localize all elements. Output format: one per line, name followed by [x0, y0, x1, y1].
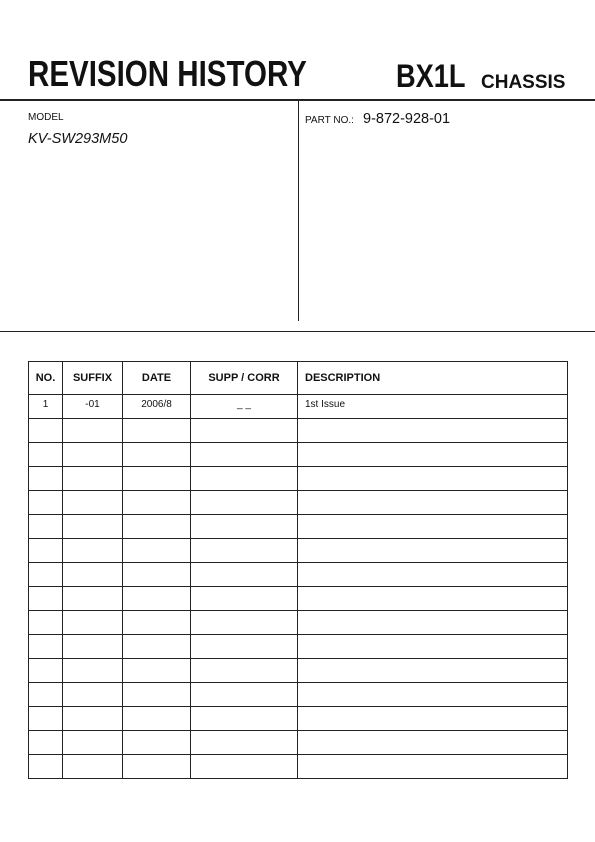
header-description: DESCRIPTION [298, 362, 568, 395]
cell-date [123, 563, 191, 587]
cell-date [123, 611, 191, 635]
cell-suffix [63, 563, 123, 587]
cell-no [29, 587, 63, 611]
cell-supp-corr [191, 563, 298, 587]
cell-no [29, 635, 63, 659]
cell-suffix [63, 635, 123, 659]
cell-supp-corr [191, 587, 298, 611]
header-date: DATE [123, 362, 191, 395]
cell-description [298, 755, 568, 779]
cell-no [29, 611, 63, 635]
cell-no [29, 731, 63, 755]
cell-suffix [63, 419, 123, 443]
cell-no [29, 419, 63, 443]
cell-supp-corr [191, 515, 298, 539]
table-row [29, 467, 568, 491]
part-number-value: 9-872-928-01 [363, 111, 451, 127]
table-row [29, 491, 568, 515]
cell-no [29, 707, 63, 731]
cell-suffix [63, 683, 123, 707]
cell-suffix [63, 659, 123, 683]
cell-description [298, 731, 568, 755]
header-suffix: SUFFIX [63, 362, 123, 395]
cell-no [29, 755, 63, 779]
cell-no [29, 659, 63, 683]
cell-date [123, 515, 191, 539]
table-row [29, 731, 568, 755]
cell-supp-corr [191, 539, 298, 563]
revision-table [28, 361, 568, 779]
table-row [29, 515, 568, 539]
table-row [29, 659, 568, 683]
table-row [29, 755, 568, 779]
table-row [29, 611, 568, 635]
cell-supp-corr [191, 419, 298, 443]
cell-suffix [63, 443, 123, 467]
cell-date [123, 587, 191, 611]
cell-supp-corr [191, 755, 298, 779]
table-row [29, 587, 568, 611]
cell-no [29, 491, 63, 515]
table-row [29, 395, 568, 419]
cell-date: 2006/8 [123, 395, 191, 419]
cell-description [298, 683, 568, 707]
table-row [29, 707, 568, 731]
cell-description [298, 587, 568, 611]
cell-date [123, 491, 191, 515]
cell-description: 1st Issue [298, 395, 568, 419]
cell-supp-corr [191, 707, 298, 731]
cell-date [123, 635, 191, 659]
cell-suffix [63, 731, 123, 755]
cell-date [123, 755, 191, 779]
header-no: NO. [29, 362, 63, 395]
table-body [29, 395, 568, 779]
cell-description [298, 443, 568, 467]
cell-description [298, 419, 568, 443]
cell-supp-corr [191, 443, 298, 467]
header-supp-corr: SUPP / CORR [191, 362, 298, 395]
model-value: KV-SW293M50 [28, 131, 128, 147]
cell-description [298, 563, 568, 587]
table-row [29, 443, 568, 467]
model-label: MODEL [28, 112, 64, 123]
cell-suffix [63, 491, 123, 515]
cell-supp-corr: _ _ [191, 395, 298, 419]
cell-description [298, 491, 568, 515]
cell-no: 1 [29, 395, 63, 419]
cell-suffix [63, 707, 123, 731]
cell-no [29, 515, 63, 539]
table-row [29, 419, 568, 443]
cell-date [123, 419, 191, 443]
table-row [29, 563, 568, 587]
table-header-row [29, 362, 568, 395]
cell-supp-corr [191, 659, 298, 683]
cell-description [298, 515, 568, 539]
cell-suffix [63, 515, 123, 539]
table-row [29, 635, 568, 659]
cell-supp-corr [191, 611, 298, 635]
table-row [29, 539, 568, 563]
cell-suffix [63, 611, 123, 635]
part-number-label: PART NO.: [305, 115, 354, 126]
cell-supp-corr [191, 683, 298, 707]
cell-no [29, 467, 63, 491]
cell-supp-corr [191, 731, 298, 755]
cell-no [29, 539, 63, 563]
cell-suffix [63, 587, 123, 611]
cell-description [298, 635, 568, 659]
chassis-label: CHASSIS [481, 72, 566, 93]
cell-suffix [63, 539, 123, 563]
cell-suffix [63, 467, 123, 491]
table-row [29, 683, 568, 707]
cell-date [123, 467, 191, 491]
cell-date [123, 683, 191, 707]
cell-description [298, 539, 568, 563]
page-title: REVISION HISTORY [28, 53, 307, 94]
chassis-code: BX1L [396, 58, 466, 94]
cell-supp-corr [191, 491, 298, 515]
cell-description [298, 467, 568, 491]
cell-no [29, 443, 63, 467]
info-column-divider [298, 100, 299, 321]
cell-suffix [63, 755, 123, 779]
cell-date [123, 731, 191, 755]
cell-no [29, 683, 63, 707]
cell-date [123, 659, 191, 683]
section-divider [0, 331, 595, 332]
cell-suffix: -01 [63, 395, 123, 419]
cell-supp-corr [191, 635, 298, 659]
cell-description [298, 611, 568, 635]
cell-description [298, 707, 568, 731]
cell-description [298, 659, 568, 683]
cell-date [123, 539, 191, 563]
cell-date [123, 443, 191, 467]
cell-supp-corr [191, 467, 298, 491]
cell-date [123, 707, 191, 731]
cell-no [29, 563, 63, 587]
